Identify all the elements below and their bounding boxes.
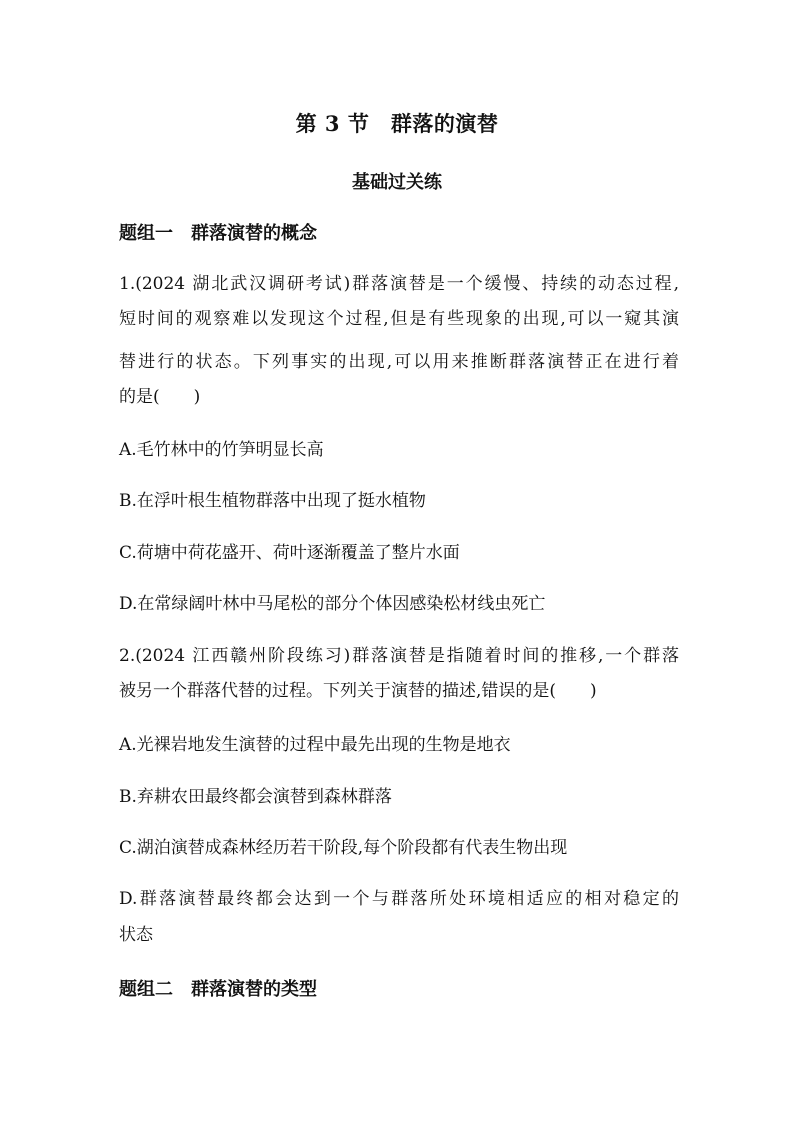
group-heading-1: 题组一 群落演替的概念: [119, 223, 317, 244]
question-1-line-1: 1.(2024 湖北武汉调研考试)群落演替是一个缓慢、持续的动态过程,: [119, 274, 679, 294]
question-2-line-2: 被另一个群落代替的过程。下列关于演替的描述,错误的是( ): [119, 681, 597, 701]
question-1-option-c: C.荷塘中荷花盛开、荷叶逐渐覆盖了整片水面: [119, 543, 460, 563]
question-1-option-b: B.在浮叶根生植物群落中出现了挺水植物: [119, 491, 426, 511]
question-1-line-3: 替进行的状态。下列事实的出现,可以用来推断群落演替正在进行着: [119, 352, 679, 372]
question-2-option-c: C.湖泊演替成森林经历若干阶段,每个阶段都有代表生物出现: [119, 838, 568, 858]
question-1-option-d: D.在常绿阔叶林中马尾松的部分个体因感染松材线虫死亡: [119, 594, 546, 614]
question-2-option-b: B.弃耕农田最终都会演替到森林群落: [119, 787, 392, 807]
question-2-option-a: A.光裸岩地发生演替的过程中最先出现的生物是地衣: [119, 735, 511, 755]
group-heading-2: 题组二 群落演替的类型: [119, 979, 317, 1000]
question-1-option-a: A.毛竹林中的竹笋明显长高: [119, 440, 324, 460]
question-1-line-2: 短时间的观察难以发现这个过程,但是有些现象的出现,可以一窥其演: [119, 309, 679, 329]
page-title: 第 3 节 群落的演替: [295, 111, 499, 136]
question-2-line-1: 2.(2024 江西赣州阶段练习)群落演替是指随着时间的推移,一个群落: [119, 646, 679, 666]
question-2-option-d: D.群落演替最终都会达到一个与群落所处环境相适应的相对稳定的: [119, 889, 679, 909]
question-1-line-4: 的是( ): [119, 387, 201, 407]
question-2-option-d-continued: 状态: [119, 925, 153, 945]
section-subtitle: 基础过关练: [352, 172, 442, 193]
